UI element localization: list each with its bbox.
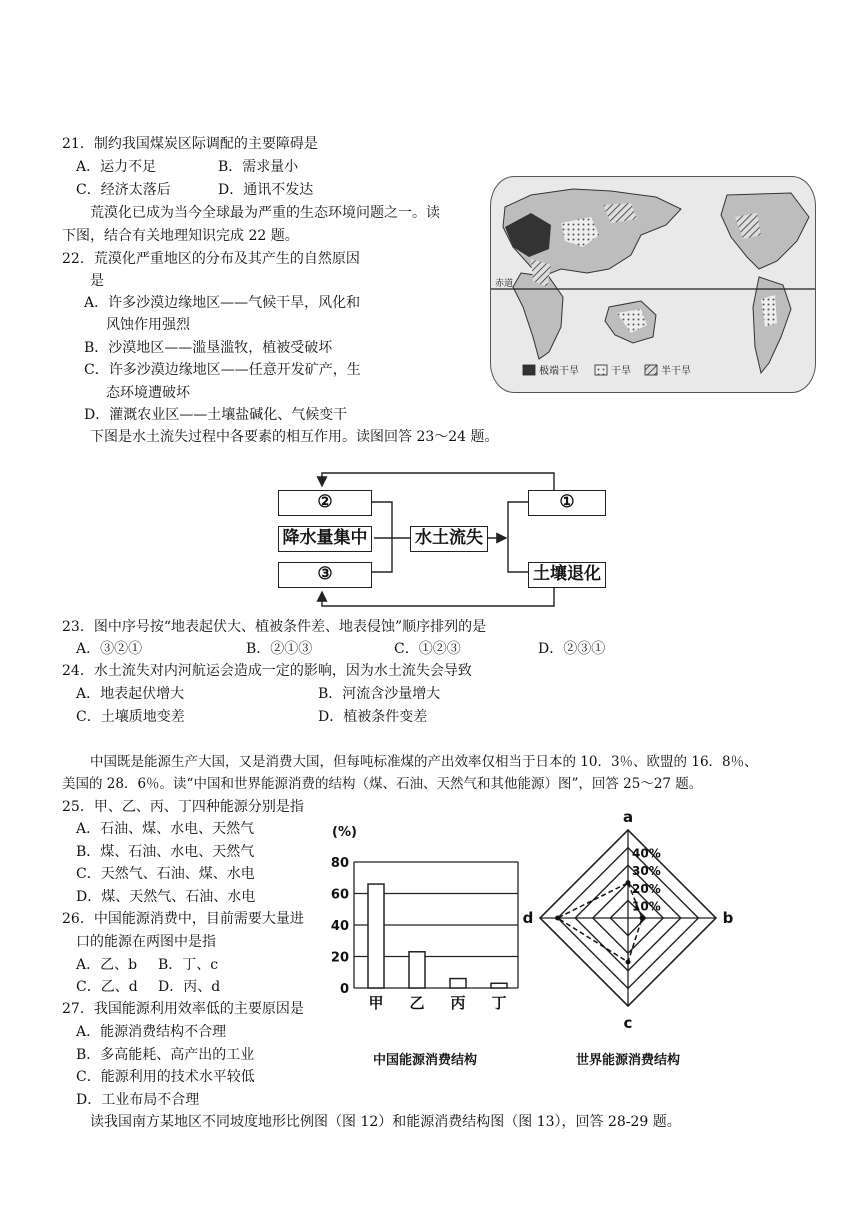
- closing-intro: 读我国南方某地区不同坡度地形比例图（图 12）和能源消费结构图（图 13），回答 28-29 题。: [90, 1114, 681, 1130]
- radar-chart-title: 世界能源消费结构: [575, 1053, 681, 1068]
- q25-option-d[interactable]: D．煤、天然气、石油、水电: [76, 889, 256, 905]
- bar-1: [368, 884, 384, 988]
- q27-option-a[interactable]: A．能源消费结构不合理: [76, 1024, 227, 1040]
- q24-option-c[interactable]: C．土壤质地变差: [76, 709, 185, 725]
- q21-option-c[interactable]: C．经济太落后: [76, 182, 171, 198]
- q22-option-a[interactable]: A．许多沙漠边缘地区——气候干旱，风化和: [84, 295, 361, 311]
- q24-option-a[interactable]: A．地表起伏增大: [76, 686, 185, 702]
- equator-label: 赤道: [495, 279, 514, 289]
- q24-stem: 24．水土流失对内河航运会造成一定的影响，因为水土流失会导致: [62, 663, 472, 679]
- q27-option-d[interactable]: D．工业布局不合理: [76, 1092, 200, 1108]
- legend-arid: 干旱: [611, 366, 631, 377]
- q25-option-b[interactable]: B．煤、石油、水电、天然气: [76, 844, 255, 860]
- radar-axis-label-b: b: [722, 909, 734, 927]
- q25-option-a[interactable]: A．石油、煤、水电、天然气: [76, 821, 255, 837]
- bar-y-tick: 0: [339, 982, 349, 997]
- intro22-line1: 荒漠化已成为当今全球最为严重的生态环境问题之一。读: [90, 205, 440, 221]
- q26-option-b[interactable]: B．丁、c: [158, 957, 219, 973]
- q22-stem-cont: 是: [90, 273, 104, 289]
- q27-option-b[interactable]: B．多高能耗、高产出的工业: [76, 1047, 255, 1063]
- bar-2: [409, 952, 425, 988]
- intro25-line1: 中国既是能源生产大国，又是消费大国，但每吨标准煤的产出效率仅相当于日本的 10．3％、欧盟的 16．8％、: [90, 754, 758, 770]
- q26-stem-cont: 口的能源在两图中是指: [76, 934, 216, 950]
- radar-series-line: [558, 883, 642, 962]
- q24-option-b[interactable]: B．河流含沙量增大: [318, 686, 441, 702]
- bar-chart-title: 中国能源消费结构: [372, 1053, 478, 1068]
- radar-ring-label: 10%: [632, 899, 661, 914]
- q22-option-b[interactable]: B．沙漠地区——滥垦滥牧，植被受破坏: [84, 340, 333, 356]
- flow-box-2: ②: [278, 490, 372, 516]
- flow-box-1: ①: [528, 490, 606, 516]
- intro23: 下图是水土流失过程中各要素的相互作用。读图回答 23～24 题。: [90, 429, 499, 445]
- bar-y-tick: 40: [330, 919, 349, 934]
- q23-option-b[interactable]: B．②①③: [246, 641, 313, 657]
- q26-option-d[interactable]: D．丙、d: [158, 979, 221, 995]
- radar-axis-label-a: a: [622, 808, 634, 826]
- q21-option-d[interactable]: D．通讯不发达: [218, 182, 314, 198]
- bar-3: [450, 979, 466, 988]
- bar-category-label: 丙: [450, 994, 466, 1012]
- bar-y-tick: 80: [330, 856, 349, 871]
- radar-point-d: [555, 916, 560, 921]
- bar-category-label: 丁: [491, 994, 507, 1012]
- radar-ring-label: 20%: [632, 881, 661, 896]
- legend-semi-arid: 半干旱: [661, 366, 691, 377]
- bar-y-unit: (%): [332, 825, 357, 840]
- q26-stem: 26．中国能源消费中，目前需要大量进: [62, 911, 304, 927]
- q27-option-c[interactable]: C．能源利用的技术水平较低: [76, 1069, 255, 1085]
- radar-point-a: [626, 880, 631, 885]
- q24-option-d[interactable]: D．植被条件变差: [318, 709, 428, 725]
- q27-stem: 27．我国能源利用效率低的主要原因是: [62, 1001, 304, 1017]
- q22-option-d[interactable]: D．灌溉农业区——土壤盐碱化、气候变干: [84, 407, 348, 423]
- q23-stem: 23．图中序号按“地表起伏大、植被条件差、地表侵蚀”顺序排列的是: [62, 619, 487, 635]
- q25-option-c[interactable]: C．天然气、石油、煤、水电: [76, 866, 255, 882]
- q22-stem: 22．荒漠化严重地区的分布及其产生的自然原因: [62, 251, 360, 267]
- flow-box-soil: 土壤退化: [528, 562, 606, 588]
- bar-y-tick: 20: [330, 950, 349, 966]
- china-energy-bar-chart: [322, 820, 532, 1070]
- q21-stem: 21．制约我国煤炭区际调配的主要障碍是: [62, 136, 318, 152]
- radar-point-c: [626, 960, 631, 965]
- world-energy-radar-chart: [522, 796, 738, 1074]
- radar-ring-label: 30%: [632, 864, 661, 879]
- flow-box-center: 水土流失: [410, 526, 488, 552]
- intro25-line2: 美国的 28．6％。读“中国和世界能源消费的结构（煤、石油、天然气和其他能源）图”，回答 25～27 题。: [62, 776, 703, 792]
- q23-option-d[interactable]: D．②③①: [538, 641, 606, 657]
- legend-extreme-arid: 极端干旱: [539, 366, 579, 377]
- radar-ring-label: 40%: [632, 846, 661, 861]
- q26-option-a[interactable]: A．乙、b: [76, 957, 138, 973]
- q22-option-c-cont: 态环境遭破坏: [106, 385, 190, 401]
- flow-box-3: ③: [278, 562, 372, 588]
- radar-point-b: [640, 916, 645, 921]
- q21-option-b[interactable]: B．需求量小: [218, 159, 299, 175]
- q26-option-c[interactable]: C．乙、d: [76, 979, 138, 995]
- radar-axis-label-d: d: [522, 909, 534, 927]
- q23-option-a[interactable]: A．③②①: [76, 641, 143, 657]
- flow-box-rain: 降水量集中: [278, 526, 372, 552]
- intro22-line2: 下图，结合有关地理知识完成 22 题。: [62, 228, 299, 244]
- q23-option-c[interactable]: C．①②③: [394, 641, 461, 657]
- q22-option-c[interactable]: C．许多沙漠边缘地区——任意开发矿产，生: [84, 362, 361, 378]
- desertification-map: [490, 176, 816, 393]
- bar-category-label: 乙: [409, 994, 425, 1012]
- q22-option-a-cont: 风蚀作用强烈: [106, 317, 190, 333]
- radar-axis-label-c: c: [623, 1014, 633, 1032]
- bar-y-tick: 60: [330, 887, 349, 903]
- bar-4: [491, 983, 507, 988]
- q25-stem: 25．甲、乙、丙、丁四种能源分别是指: [62, 799, 304, 815]
- bar-category-label: 甲: [368, 994, 384, 1012]
- q21-option-a[interactable]: A．运力不足: [76, 159, 157, 175]
